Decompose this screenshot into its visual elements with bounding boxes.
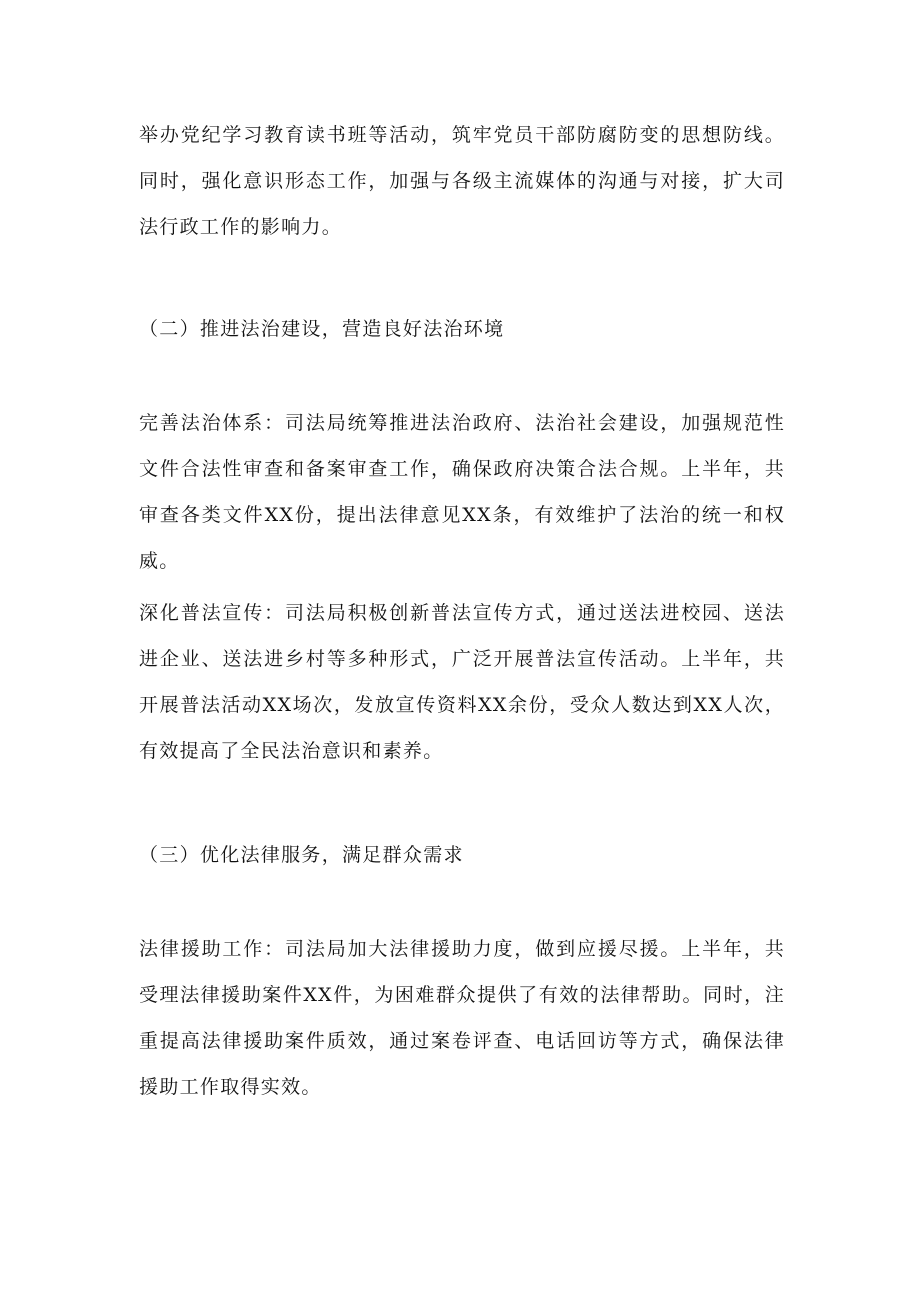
section-heading-legal-services: （三）优化法律服务，满足群众需求	[139, 844, 464, 866]
paragraph-law-publicity: 深化普法宣传：司法局积极创新普法宣传方式，通过送法进校园、送法进企业、送法进乡村等多种形式，广泛开展普法宣传活动。上半年，共开展普法活动XX场次，发放宣传资料XX余份，受众人数达到XX人次，有效提高了全民法治意识和素养。	[139, 602, 785, 762]
paragraph-rule-of-law-system: 完善法治体系：司法局统筹推进法治政府、法治社会建设，加强规范性文件合法性审查和备案审查工作，确保政府决策合法合规。上半年，共审查各类文件XX份，提出法律意见XX条，有效维护了法治的统一和权威。	[139, 412, 785, 572]
paragraph-legal-aid: 法律援助工作：司法局加大法律援助力度，做到应援尽援。上半年，共受理法律援助案件XX件，为困难群众提供了有效的法律帮助。同时，注重提高法律援助案件质效，通过案卷评查、电话回访等方式，确保法律援助工作取得实效。	[139, 938, 785, 1098]
paragraph-party-discipline: 举办党纪学习教育读书班等活动，筑牢党员干部防腐防变的思想防线。同时，强化意识形态工作，加强与各级主流媒体的沟通与对接，扩大司法行政工作的影响力。	[139, 124, 785, 238]
section-heading-rule-of-law: （二）推进法治建设，营造良好法治环境	[139, 318, 505, 340]
